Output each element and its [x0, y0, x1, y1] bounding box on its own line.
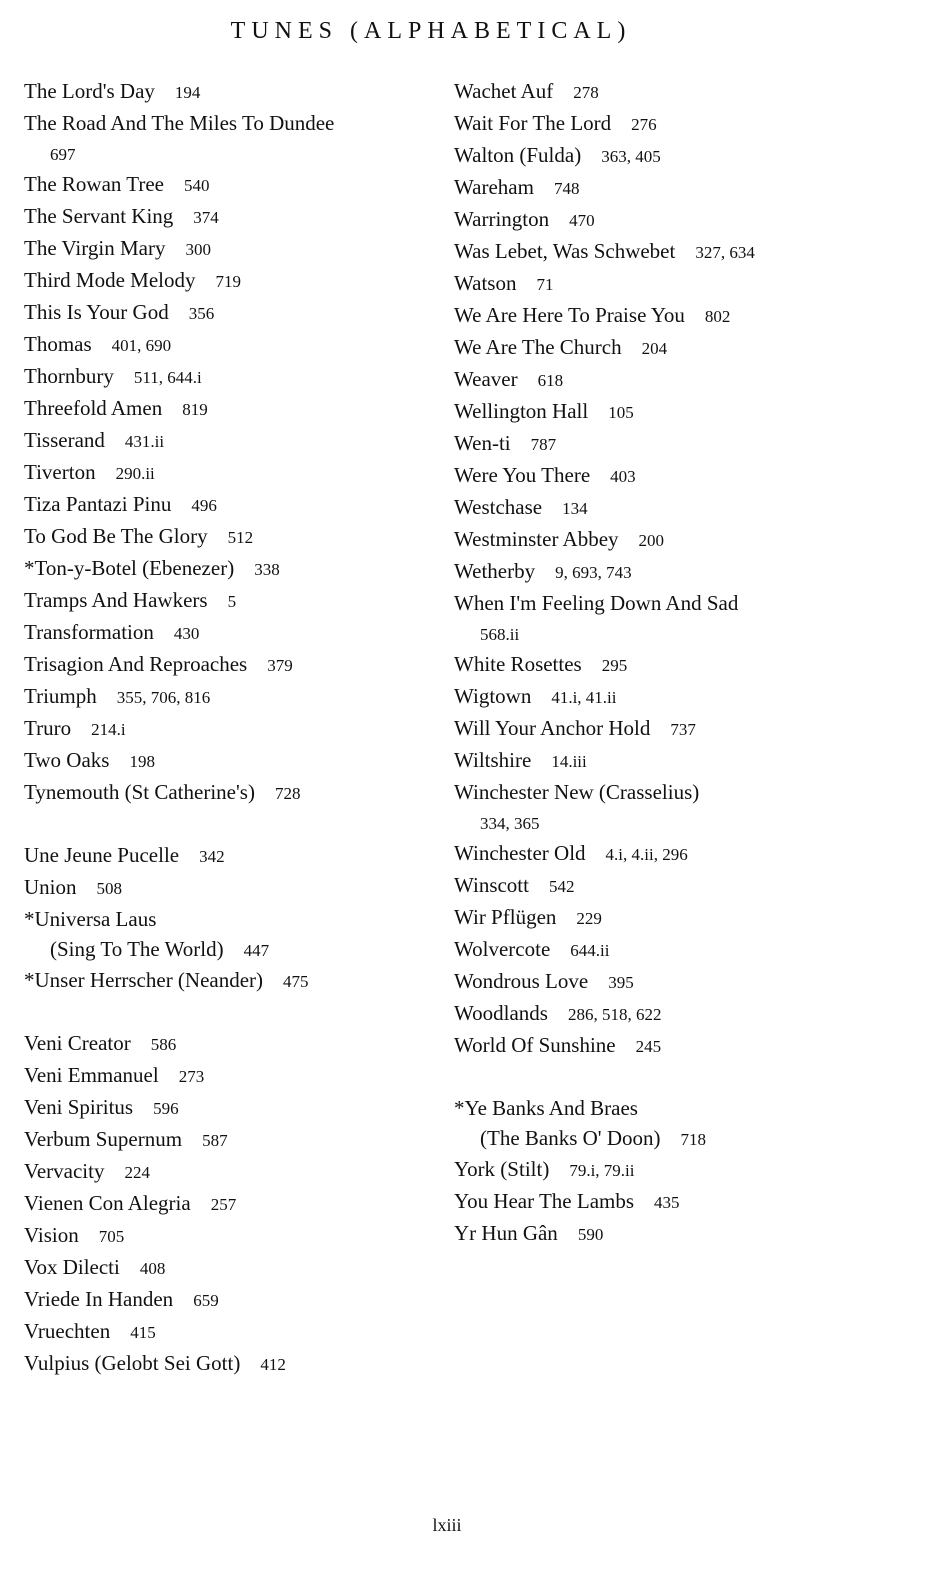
tune-name: Wiltshire [454, 748, 532, 772]
hymn-numbers: 79.i, 79.ii [569, 1161, 635, 1180]
tune-entry [454, 236, 874, 268]
hymn-numbers: 200 [638, 531, 665, 550]
tune-name: *Ye Banks And Braes [454, 1096, 638, 1120]
hymn-numbers: 204 [641, 339, 668, 358]
tune-name: Winscott [454, 873, 529, 897]
hymn-numbers: 408 [139, 1259, 166, 1278]
tune-entry [454, 1154, 874, 1186]
tune-entry [24, 840, 434, 872]
hymn-numbers: 14.iii [551, 752, 587, 771]
tune-name: Wir Pflügen [454, 905, 557, 929]
tune-entry [24, 872, 434, 904]
hymn-numbers: 618 [537, 371, 564, 390]
hymn-numbers: 278 [573, 83, 599, 102]
tune-entry [454, 777, 874, 838]
tune-name: Transformation [24, 620, 154, 644]
tune-name: Threefold Amen [24, 396, 163, 420]
tune-entry [454, 870, 874, 902]
hymn-numbers: 229 [576, 909, 602, 928]
hymn-numbers: 286, 518, 622 [567, 1005, 662, 1024]
tune-name: *Ton-y-Botel (Ebenezer) [24, 556, 235, 580]
tune-name: The Servant King [24, 204, 174, 228]
tune-name: Wachet Auf [454, 79, 554, 103]
hymn-numbers: 719 [215, 272, 241, 291]
tune-name: World Of Sunshine [454, 1033, 616, 1057]
tune-name: Two Oaks [24, 748, 110, 772]
tune-entry [454, 524, 874, 556]
hymn-numbers: 590 [577, 1225, 604, 1244]
hymn-numbers: 363, 405 [601, 147, 661, 166]
hymn-numbers: 787 [530, 435, 557, 454]
tune-name: Walton (Fulda) [454, 143, 582, 167]
tune-name: To God Be The Glory [24, 524, 208, 548]
hymn-numbers: 71 [536, 275, 554, 294]
section-gap [454, 1062, 874, 1093]
tune-name: Yr Hun Gân [454, 1221, 558, 1245]
hymn-numbers: 342 [199, 847, 225, 866]
tune-name: Westminster Abbey [454, 527, 619, 551]
tune-name: Will Your Anchor Hold [454, 716, 651, 740]
tune-entry [24, 904, 434, 965]
hymn-numbers: 596 [153, 1099, 179, 1118]
hymn-numbers: 5 [227, 592, 237, 611]
tune-name: Veni Creator [24, 1031, 131, 1055]
tune-name-continued: (Sing To The World) [50, 937, 224, 961]
tune-entry [24, 1060, 434, 1092]
tune-entry [454, 713, 874, 745]
tune-entry [24, 649, 434, 681]
tune-name: York (Stilt) [454, 1157, 550, 1181]
tune-name-continued: (The Banks O' Doon) [480, 1126, 661, 1150]
hymn-numbers: 327, 634 [695, 243, 755, 262]
hymn-numbers: 659 [193, 1291, 219, 1310]
tune-entry [454, 492, 874, 524]
hymn-numbers: 194 [174, 83, 201, 102]
hymn-numbers: 542 [548, 877, 575, 896]
tune-entry [24, 1028, 434, 1060]
tune-entry [24, 585, 434, 617]
tune-entry [24, 393, 434, 425]
tune-entry [454, 396, 874, 428]
tune-entry [24, 489, 434, 521]
tune-entry [454, 204, 874, 236]
tune-name: Vienen Con Alegria [24, 1191, 191, 1215]
tune-name: You Hear The Lambs [454, 1189, 635, 1213]
tune-entry [24, 553, 434, 585]
tune-name: We Are Here To Praise You [454, 303, 685, 327]
tune-name: Wigtown [454, 684, 532, 708]
tune-entry [454, 588, 874, 649]
tune-entry [24, 297, 434, 329]
tune-name: Une Jeune Pucelle [24, 843, 180, 867]
tune-entry [24, 201, 434, 233]
section-gap [24, 809, 434, 840]
tune-entry [24, 169, 434, 201]
tune-name: Veni Emmanuel [24, 1063, 159, 1087]
hymn-numbers: 540 [184, 176, 210, 195]
hymn-numbers: 802 [704, 307, 731, 326]
tune-name: Third Mode Melody [24, 268, 196, 292]
tune-entry [454, 1030, 874, 1062]
tune-entry [24, 1220, 434, 1252]
tune-entry [454, 745, 874, 777]
tune-entry [454, 556, 874, 588]
tune-name: Winchester Old [454, 841, 586, 865]
tune-entry [454, 1093, 874, 1154]
tune-name: The Rowan Tree [24, 172, 164, 196]
tune-name: The Lord's Day [24, 79, 155, 103]
hymn-numbers: 737 [670, 720, 696, 739]
hymn-numbers: 355, 706, 816 [116, 688, 211, 707]
tune-entry [24, 681, 434, 713]
tune-entry [454, 966, 874, 998]
hymn-numbers: 9, 693, 743 [555, 563, 632, 582]
tune-entry [24, 76, 434, 108]
hymn-numbers: 748 [553, 179, 580, 198]
hymn-numbers: 728 [274, 784, 301, 803]
hymn-numbers: 475 [283, 972, 309, 991]
tune-name: Tynemouth (St Catherine's) [24, 780, 255, 804]
tune-index-right-column [454, 76, 874, 1250]
tune-entry [454, 902, 874, 934]
hymn-numbers: 586 [150, 1035, 177, 1054]
hymn-numbers: 511, 644.i [133, 368, 202, 387]
tune-name: Were You There [454, 463, 591, 487]
tune-entry [454, 300, 874, 332]
tune-name: Wetherby [454, 559, 536, 583]
tune-name: Warrington [454, 207, 550, 231]
tune-name: Union [24, 875, 77, 899]
tune-entry [24, 425, 434, 457]
hymn-numbers: 415 [130, 1323, 156, 1342]
tune-entry [454, 934, 874, 966]
hymn-numbers: 644.ii [570, 941, 610, 960]
hymn-numbers: 435 [654, 1193, 680, 1212]
hymn-numbers: 512 [227, 528, 254, 547]
tune-entry [454, 681, 874, 713]
tune-entry [24, 1188, 434, 1220]
tune-entry [24, 1156, 434, 1188]
tune-name: Trisagion And Reproaches [24, 652, 248, 676]
hymn-numbers: 290.ii [115, 464, 155, 483]
tune-name: White Rosettes [454, 652, 582, 676]
tune-entry [454, 1186, 874, 1218]
tune-entry [454, 838, 874, 870]
tune-entry [24, 108, 434, 169]
hymn-numbers: 718 [680, 1130, 706, 1149]
hymn-numbers: 496 [191, 496, 217, 515]
tune-entry [24, 361, 434, 393]
tune-entry [24, 457, 434, 489]
tune-name: Winchester New (Crasselius) [454, 780, 700, 804]
tune-name: Vox Dilecti [24, 1255, 120, 1279]
hymn-numbers: 224 [124, 1163, 150, 1182]
tune-entry [24, 1124, 434, 1156]
tune-name: Woodlands [454, 1001, 548, 1025]
tune-entry [454, 268, 874, 300]
hymn-numbers: 412 [260, 1355, 286, 1374]
tune-name: Tiza Pantazi Pinu [24, 492, 172, 516]
hymn-numbers: 300 [185, 240, 211, 259]
hymn-numbers: 105 [608, 403, 634, 422]
tune-name: Vruechten [24, 1319, 111, 1343]
tune-entry [454, 1218, 874, 1250]
hymn-numbers: 198 [129, 752, 155, 771]
tune-name: This Is Your God [24, 300, 169, 324]
hymn-numbers: 470 [569, 211, 595, 230]
hymn-numbers: 214.i [91, 720, 126, 739]
tune-name: Was Lebet, Was Schwebet [454, 239, 676, 263]
tune-entry [24, 777, 434, 809]
hymn-numbers: 257 [210, 1195, 237, 1214]
tune-name: Wellington Hall [454, 399, 589, 423]
hymn-numbers: 276 [631, 115, 657, 134]
tune-entry [24, 265, 434, 297]
tune-name: Wen-ti [454, 431, 511, 455]
hymn-numbers: 508 [96, 879, 122, 898]
tune-name: Thomas [24, 332, 92, 356]
tune-name: Veni Spiritus [24, 1095, 134, 1119]
tune-name: Vriede In Handen [24, 1287, 174, 1311]
hymn-numbers: 705 [98, 1227, 125, 1246]
tune-name: Truro [24, 716, 72, 740]
tune-name: Weaver [454, 367, 518, 391]
tune-entry [454, 364, 874, 396]
tune-entry [454, 649, 874, 681]
tune-name: Wondrous Love [454, 969, 589, 993]
tune-name: Vision [24, 1223, 79, 1247]
tune-name: Tramps And Hawkers [24, 588, 208, 612]
page-title: TUNES (ALPHABETICAL) [230, 18, 632, 44]
tune-name: Tisserand [24, 428, 105, 452]
tune-entry [454, 460, 874, 492]
hymn-numbers: 403 [610, 467, 636, 486]
hymn-numbers: 334, 365 [480, 814, 540, 833]
tune-entry [24, 1252, 434, 1284]
tune-entry [24, 1092, 434, 1124]
tune-name: Watson [454, 271, 517, 295]
hymn-numbers: 395 [608, 973, 634, 992]
hymn-numbers: 697 [50, 145, 76, 164]
tune-entry [24, 329, 434, 361]
hymn-numbers: 374 [193, 208, 219, 227]
tune-entry [24, 713, 434, 745]
hymn-numbers: 379 [267, 656, 293, 675]
tune-name: Westchase [454, 495, 543, 519]
tune-entry [24, 1348, 434, 1380]
hymn-numbers: 273 [178, 1067, 205, 1086]
hymn-numbers: 431.ii [124, 432, 165, 451]
hymn-numbers: 447 [243, 941, 270, 960]
hymn-numbers: 401, 690 [111, 336, 172, 355]
tune-index-left-column [24, 76, 434, 1380]
tune-name: Wolvercote [454, 937, 551, 961]
tune-entry [454, 998, 874, 1030]
page-number: lxiii [432, 1515, 462, 1535]
tune-name: Wareham [454, 175, 534, 199]
tune-entry [24, 233, 434, 265]
hymn-numbers: 4.i, 4.ii, 296 [605, 845, 688, 864]
tune-name: Vulpius (Gelobt Sei Gott) [24, 1351, 241, 1375]
tune-name: Thornbury [24, 364, 114, 388]
tune-name: *Unser Herrscher (Neander) [24, 968, 264, 992]
tune-name: Verbum Supernum [24, 1127, 183, 1151]
tune-name: We Are The Church [454, 335, 622, 359]
hymn-numbers: 356 [188, 304, 215, 323]
hymn-numbers: 41.i, 41.ii [551, 688, 617, 707]
tune-entry [454, 108, 874, 140]
tune-name: Vervacity [24, 1159, 105, 1183]
tune-entry [24, 521, 434, 553]
tune-name: Tiverton [24, 460, 96, 484]
hymn-numbers: 295 [601, 656, 628, 675]
tune-name: Wait For The Lord [454, 111, 612, 135]
hymn-numbers: 587 [202, 1131, 228, 1150]
tune-entry [454, 428, 874, 460]
tune-entry [24, 965, 434, 997]
hymn-numbers: 338 [254, 560, 280, 579]
hymn-numbers: 134 [562, 499, 588, 518]
tune-name: The Road And The Miles To Dundee [24, 111, 335, 135]
hymn-numbers: 568.ii [480, 625, 520, 644]
tune-entry [24, 617, 434, 649]
tune-name: Triumph [24, 684, 97, 708]
tune-entry [24, 745, 434, 777]
tune-entry [24, 1284, 434, 1316]
section-gap [24, 997, 434, 1028]
tune-name: The Virgin Mary [24, 236, 166, 260]
hymn-numbers: 819 [182, 400, 208, 419]
tune-entry [24, 1316, 434, 1348]
hymn-numbers: 430 [173, 624, 200, 643]
tune-entry [454, 172, 874, 204]
tune-entry [454, 140, 874, 172]
tune-name: When I'm Feeling Down And Sad [454, 591, 739, 615]
hymn-numbers: 245 [635, 1037, 662, 1056]
tune-entry [454, 76, 874, 108]
tune-entry [454, 332, 874, 364]
tune-name: *Universa Laus [24, 907, 157, 931]
